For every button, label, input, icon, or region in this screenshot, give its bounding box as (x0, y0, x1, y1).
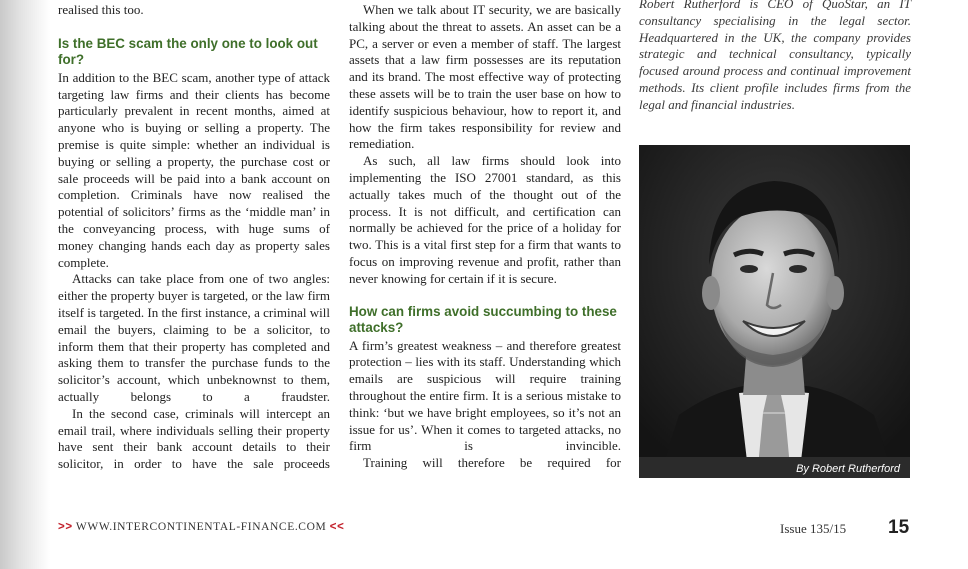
issue-label: Issue 135/15 (780, 521, 847, 536)
section-heading-avoid-attacks: How can firms avoid succumbing to these attacks? (349, 303, 617, 335)
author-photo (639, 145, 910, 478)
website-url[interactable]: WWW.INTERCONTINENTAL-FINANCE.COM (75, 521, 327, 533)
right-chevron-icon: << (329, 521, 345, 533)
author-bio-column (639, 0, 911, 114)
left-chevron-icon: >> (58, 521, 73, 533)
footer-website (58, 521, 344, 533)
page-number: 15 (888, 517, 910, 538)
section-heading-bec: Is the BEC scam the only one to look out for? (58, 35, 318, 67)
body-paragraph: Training will therefore be required for (363, 455, 621, 471)
page-gutter-shadow (0, 0, 50, 569)
body-paragraph: Attacks can take place from one of two angles: either the property buyer is targeted, or the law firm itself is targeted. In the first instance, a criminal will email the buyers, claiming to be a solicitor, to inform them that their property has completed and asking them to transfer the purchase funds to the solicitor’s account, which unbeknownst to them, actually belongs to a fraudster. (58, 271, 330, 404)
body-paragraph: In the second case, criminals will intercept an email trail, where individuals selling their property have sent their bank account details to their solicitor, in order to have the sale proceeds (58, 405, 330, 472)
body-paragraph: As such, all law firms should look into implementing the ISO 27001 standard, as this actually takes much of the thought out of the process. It is not difficult, and certification can normally be achieved for the price of a holiday for two. This is a vital first step for a firm that wants to focus on improving revenue and profit, rather than never knowing for certain if it is secure. (349, 153, 621, 286)
body-paragraph: When we talk about IT security, we are basically talking about the threat to assets. An asset can be a PC, a server or even a member of staff. The largest assets that a law firm possesses are its reputation and its brand. The most effective way of protecting these assets will be to train the user base on how to identify suspicious behaviour, how to report it, and how the firm takes responsibility for review and remediation. (349, 2, 621, 152)
body-paragraph: In addition to the BEC scam, another type of attack targeting law firms and their clients has become particularly prevalent in recent months, aimed at anyone who is buying or selling a property. The premise is quite simple: whether an individual is buying or selling a property, the purchase cost or sale proceeds will be paid into a bank account on completion. Criminals have now realised the potential of solicitors’ firms as the ‘middle man’ in the conveyancing process, with huge sums of money changing hands each day as property sales complete. (58, 69, 330, 270)
body-paragraph: A firm’s greatest weakness – and therefore greatest protection – lies with its staff. Understanding which emails are suspicious will require training throughout the entire firm. It is a serious mistake to think: ‘but we have bright employees, so it’s not an issue for us’. When it comes to targeted attacks, no firm is invincible. (349, 337, 621, 454)
author-portrait-image (639, 145, 910, 478)
article-column-2 (349, 2, 621, 472)
photo-caption: By Robert Rutherford (796, 463, 900, 475)
intro-line: realised this too. (58, 2, 144, 17)
article-column-1 (58, 2, 330, 473)
author-bio: Robert Rutherford is CEO of QuoStar, an IT consultancy specialising in the legal sector. Headquartered in the UK, the company provides strategic and technical consultancy, typically focused around process and continual improvement methods. Its client profile includes firms from the legal and financial industries. (639, 0, 911, 112)
